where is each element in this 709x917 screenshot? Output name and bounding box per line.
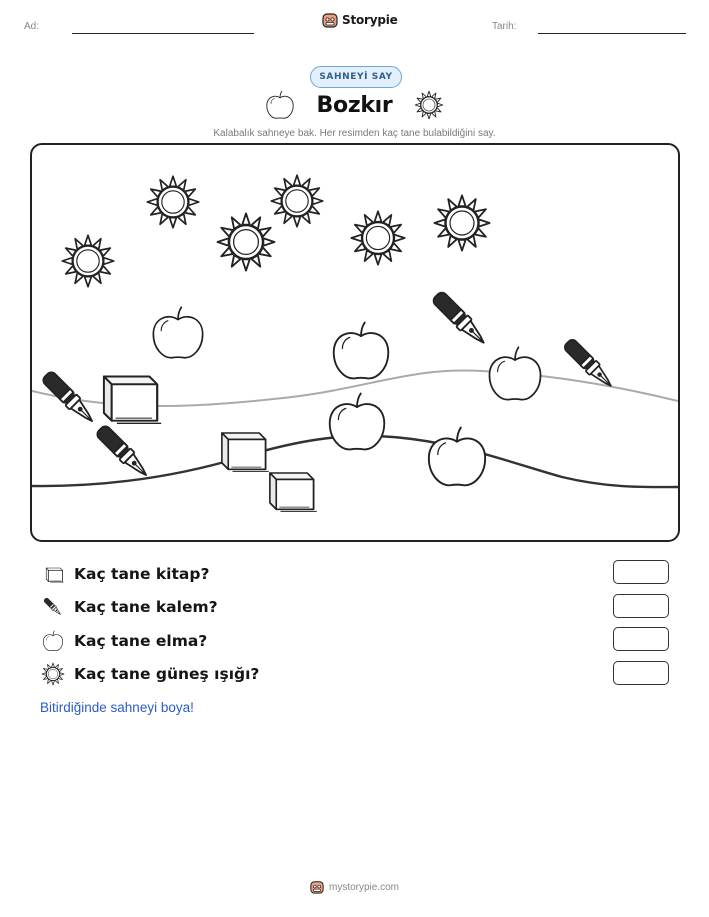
coloring-note: Bitirdiğinde sahneyi boya! bbox=[40, 700, 194, 715]
brand-name: Storypie bbox=[342, 13, 398, 27]
book-icon bbox=[41, 562, 65, 586]
apple-icon bbox=[265, 90, 295, 120]
question-row bbox=[40, 557, 670, 591]
answer-box[interactable] bbox=[613, 560, 669, 584]
sun-icon bbox=[414, 90, 444, 120]
date-label: Tarih: bbox=[492, 21, 517, 32]
name-label: Ad: bbox=[24, 21, 40, 32]
apple-icon bbox=[334, 322, 389, 378]
sun-icon bbox=[434, 195, 489, 250]
sun-icon bbox=[271, 175, 323, 227]
question-text: Kaç tane kalem? bbox=[74, 598, 218, 617]
sun-icon bbox=[62, 235, 114, 287]
site-footer bbox=[0, 880, 709, 894]
pen-icon bbox=[431, 290, 489, 348]
answer-box[interactable] bbox=[613, 661, 669, 685]
date-write-line[interactable] bbox=[538, 33, 686, 34]
scene-illustration bbox=[32, 145, 678, 540]
sun-icon bbox=[147, 176, 199, 228]
pen-icon bbox=[41, 370, 98, 427]
apple-icon bbox=[330, 393, 385, 449]
activity-badge: SAHNEYİ SAY bbox=[310, 66, 402, 88]
title-row bbox=[0, 90, 709, 120]
counting-scene bbox=[30, 143, 680, 542]
pen-icon bbox=[95, 424, 152, 481]
sun-icon bbox=[41, 662, 65, 686]
site-url[interactable]: mystorypie.com bbox=[328, 881, 399, 893]
apple-icon bbox=[153, 307, 202, 357]
question-text: Kaç tane güneş ışığı? bbox=[74, 665, 260, 684]
mascot-icon bbox=[310, 880, 324, 894]
apple-icon bbox=[489, 347, 540, 399]
question-list bbox=[40, 557, 670, 691]
book-icon bbox=[104, 377, 161, 424]
question-text: Kaç tane elma? bbox=[74, 631, 208, 650]
book-icon bbox=[270, 473, 317, 511]
question-row bbox=[40, 591, 670, 625]
sun-icon bbox=[217, 213, 274, 270]
answer-box[interactable] bbox=[613, 594, 669, 618]
mascot-icon bbox=[322, 12, 338, 28]
apple-icon bbox=[429, 428, 485, 486]
instructions: Kalabalık sahneye bak. Her resimden kaç tane bulabildiğini say. bbox=[213, 128, 496, 139]
page-title: Bozkır bbox=[316, 92, 393, 118]
answer-box[interactable] bbox=[613, 627, 669, 651]
brand-logo bbox=[322, 12, 398, 28]
name-write-line[interactable] bbox=[72, 33, 254, 34]
question-row bbox=[40, 624, 670, 658]
question-row bbox=[40, 658, 670, 692]
sun-icon bbox=[351, 211, 404, 264]
pen-icon bbox=[41, 595, 65, 619]
book-icon bbox=[222, 433, 269, 471]
apple-icon bbox=[42, 630, 64, 652]
question-text: Kaç tane kitap? bbox=[74, 564, 210, 583]
